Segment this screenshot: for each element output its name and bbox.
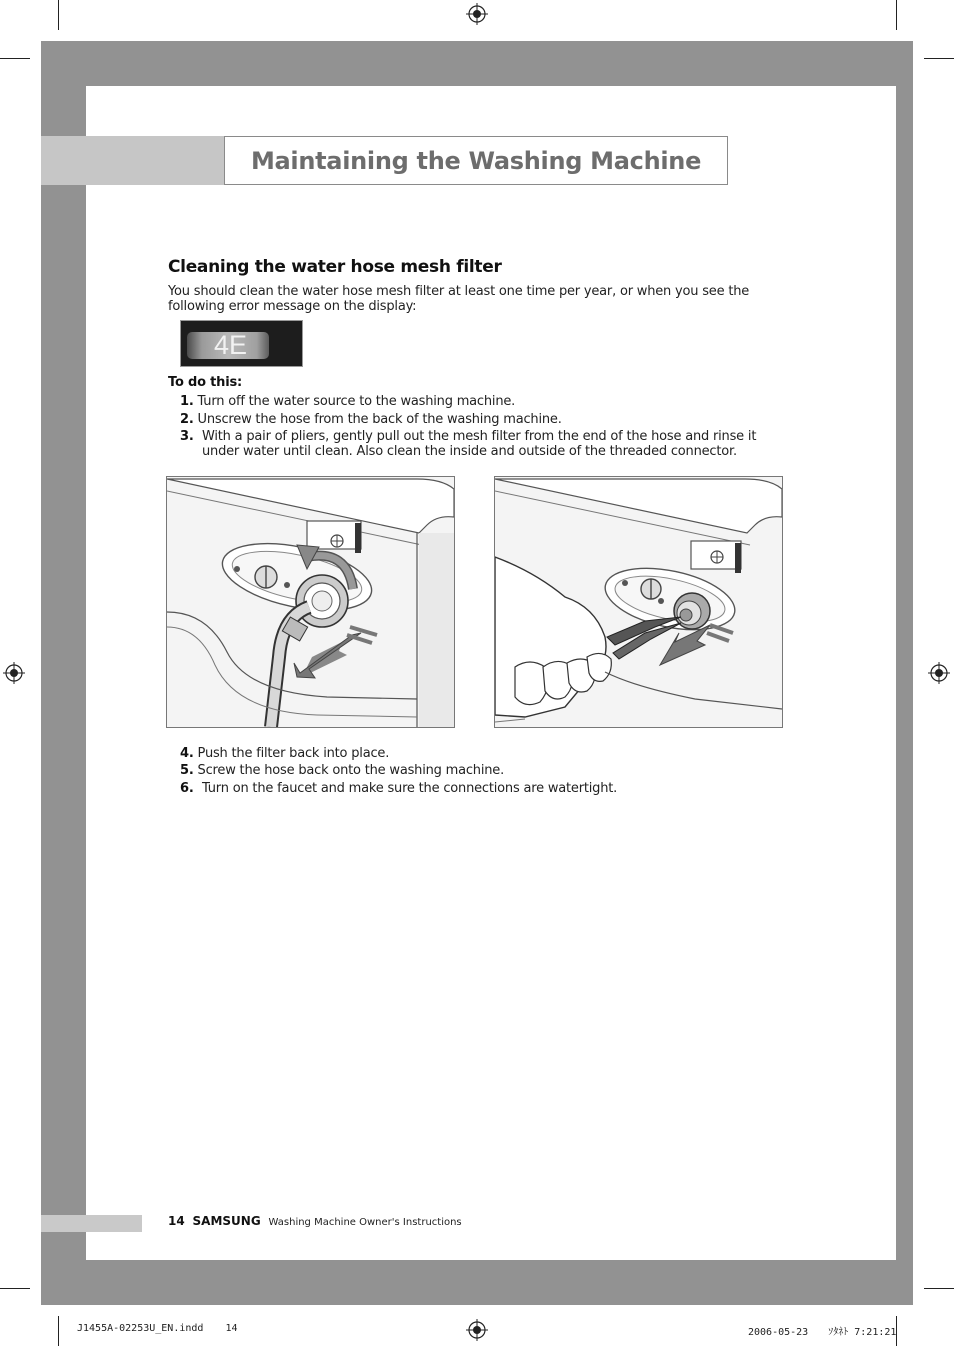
page-number: 14 bbox=[168, 1214, 185, 1228]
crop-mark bbox=[924, 58, 954, 59]
registration-mark-icon bbox=[466, 3, 488, 25]
step-number: 1. bbox=[180, 394, 194, 409]
slug-date: 2006-05-23 bbox=[748, 1327, 809, 1338]
crop-mark bbox=[0, 1288, 30, 1289]
crop-mark bbox=[896, 0, 897, 30]
slug-file bbox=[77, 1323, 238, 1334]
step-item bbox=[180, 746, 780, 761]
page-frame-bottom bbox=[41, 1260, 913, 1305]
crop-mark bbox=[58, 1316, 59, 1346]
registration-mark-icon bbox=[928, 662, 950, 684]
step-text: Push the filter back into place. bbox=[197, 746, 390, 761]
step-number: 2. bbox=[180, 412, 194, 427]
step-text: Unscrew the hose from the back of the washing machine. bbox=[197, 412, 562, 427]
crop-mark bbox=[924, 1288, 954, 1289]
figure-pull-filter bbox=[494, 476, 783, 728]
unscrew-hose-illustration bbox=[167, 477, 454, 727]
registration-mark-icon bbox=[466, 1319, 488, 1341]
step-number: 4. bbox=[180, 746, 194, 761]
page-footer bbox=[168, 1214, 462, 1228]
page-frame-left bbox=[41, 41, 86, 1305]
crop-mark bbox=[0, 58, 30, 59]
page-frame-right bbox=[896, 41, 913, 1305]
step-item bbox=[180, 394, 780, 409]
footer-bar bbox=[41, 1215, 142, 1232]
crop-mark bbox=[58, 0, 59, 30]
step-number: 5. bbox=[180, 763, 194, 778]
error-display bbox=[180, 320, 303, 367]
step-number bbox=[180, 781, 202, 796]
pull-filter-illustration bbox=[495, 477, 782, 727]
step-text: Turn on the faucet and make sure the connections are watertight. bbox=[202, 781, 618, 796]
document-title: Washing Machine Owner's Instructions bbox=[268, 1217, 462, 1228]
step-text: Turn off the water source to the washing machine. bbox=[197, 394, 516, 409]
step-number bbox=[180, 429, 202, 444]
step-number-text: 3. bbox=[180, 429, 194, 444]
slug-time: ｿﾀﾈﾄ 7:21:21 bbox=[828, 1327, 897, 1338]
registration-mark-icon bbox=[3, 662, 25, 684]
brand-name: SAMSUNG bbox=[192, 1214, 261, 1228]
section-heading: Cleaning the water hose mesh filter bbox=[168, 257, 502, 277]
slug-file-name: J1455A-02253U_EN.indd bbox=[77, 1323, 204, 1334]
step-text: With a pair of pliers, gently pull out the mesh filter from the end of the hose and rinse it under water until clean. Also clean the inside and outside of the threaded connector. bbox=[202, 429, 757, 459]
step-item bbox=[180, 412, 780, 427]
step-number-text: 6. bbox=[180, 781, 194, 796]
page-frame-top bbox=[41, 41, 913, 86]
figure-unscrew-hose bbox=[166, 476, 455, 728]
error-code: 4E bbox=[214, 330, 248, 360]
intro-paragraph: You should clean the water hose mesh filter at least one time per year, or when you see the following error message on the display: bbox=[168, 284, 750, 314]
todo-label: To do this: bbox=[168, 375, 243, 390]
page-title: Maintaining the Washing Machine bbox=[250, 146, 702, 175]
slug-timestamp bbox=[748, 1323, 896, 1338]
slug-page: 14 bbox=[225, 1323, 238, 1334]
page-title-box bbox=[224, 136, 728, 185]
step-text: Screw the hose back onto the washing machine. bbox=[197, 763, 505, 778]
step-item bbox=[180, 763, 780, 778]
